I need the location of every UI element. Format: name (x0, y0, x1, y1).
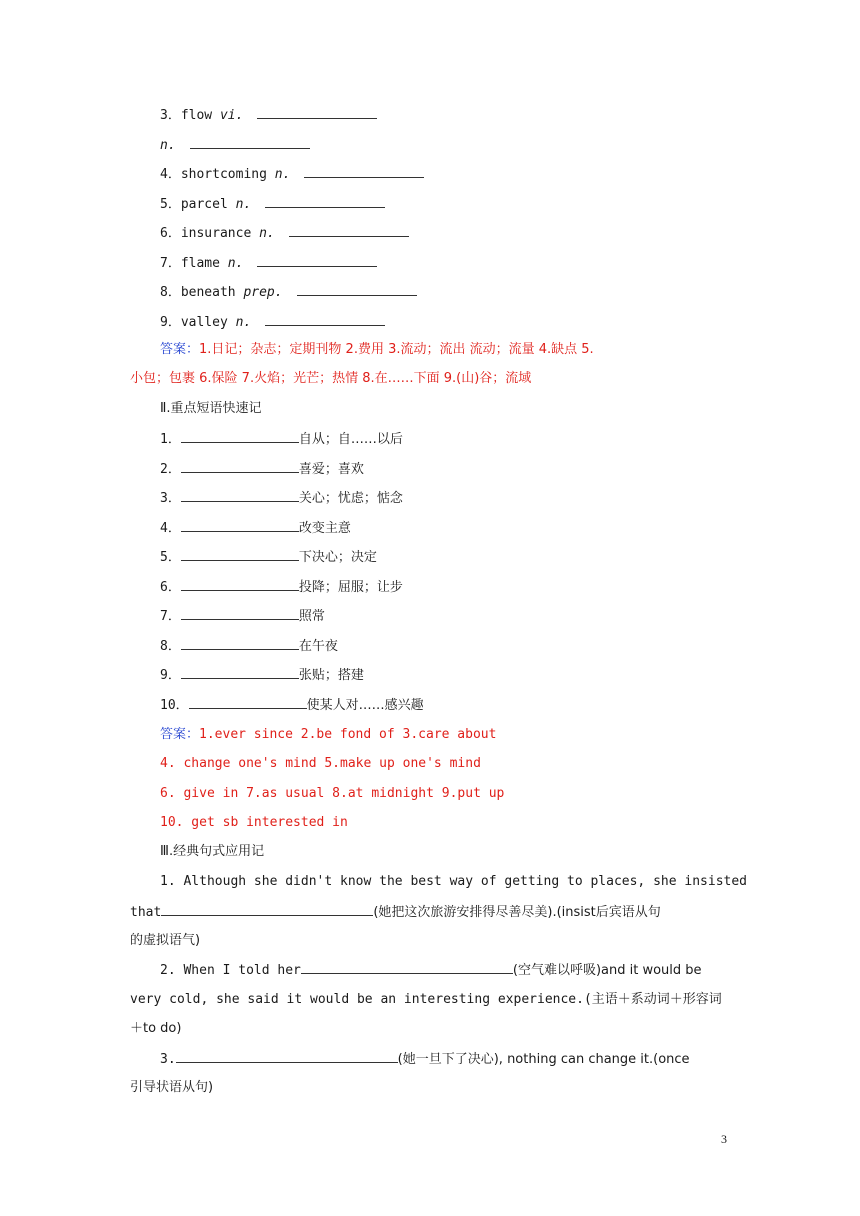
vocab-item: 5．parcel n. (160, 195, 385, 214)
vocab-item: 8．beneath prep. (160, 283, 417, 302)
sentence-text: very cold, she said it would be an interesting experience.(主语＋系动词＋形容词 (130, 992, 722, 1007)
phrase-item: 5． 下决心；决定 (160, 550, 377, 565)
answer-blank[interactable] (297, 283, 417, 296)
answer-blank[interactable] (181, 607, 299, 620)
sentence-text: 1. Although she didn't know the best way of getting to places, she insisted (160, 874, 747, 889)
phrase-answer: 10. get sb interested in (160, 815, 348, 830)
answer-blank[interactable] (265, 313, 385, 326)
phrase-answer: 4. change one's mind 5.make up one's mind (160, 756, 481, 771)
phrase-item: 9． 张贴；搭建 (160, 668, 364, 683)
phrase-item: 1． 自从；自……以后 (160, 432, 403, 447)
sentence-text: that (她把这次旅游安排得尽善尽美).(insist后宾语从句 (130, 905, 661, 920)
answer-blank[interactable] (265, 195, 385, 208)
answer-blank[interactable] (257, 254, 377, 267)
phrase-item: 8． 在午夜 (160, 639, 338, 654)
phrase-answer: 答案：1.ever since 2.be fond of 3.care about (160, 727, 497, 742)
answer-blank[interactable] (181, 460, 299, 473)
answer-blank[interactable] (301, 961, 513, 974)
answer-blank[interactable] (176, 1050, 398, 1063)
phrase-item: 2． 喜爱；喜欢 (160, 462, 364, 477)
vocab-item: 3．flow vi. (160, 106, 377, 125)
vocab-item: 6．insurance n. (160, 224, 409, 243)
vocab-item: 4．shortcoming n. (160, 165, 424, 184)
answer-blank[interactable] (181, 519, 299, 532)
answer-blank[interactable] (289, 224, 409, 237)
answer-blank[interactable] (161, 903, 373, 916)
phrase-answer: 6. give in 7.as usual 8.at midnight 9.put up (160, 786, 505, 801)
answer-blank[interactable] (181, 578, 299, 591)
sentence-text: 的虚拟语气) (130, 933, 201, 948)
section-heading: Ⅱ.重点短语快速记 (160, 401, 262, 416)
vocab-answer-cont: 小包；包裹 6.保险 7.火焰；光芒；热情 8.在……下面 9.(山)谷；流域 (130, 371, 532, 386)
answer-blank[interactable] (181, 548, 299, 561)
answer-blank[interactable] (304, 165, 424, 178)
answer-blank[interactable] (181, 430, 299, 443)
vocab-answer: 答案：1.日记；杂志；定期刊物 2.费用 3.流动；流出 流动；流量 4.缺点 5. (160, 342, 594, 357)
answer-blank[interactable] (181, 489, 299, 502)
answer-blank[interactable] (189, 696, 307, 709)
sentence-text: 3. (她一旦下了决心), nothing can change it.(once (160, 1052, 690, 1067)
answer-blank[interactable] (181, 666, 299, 679)
sentence-text: 2. When I told her (空气难以呼吸)and it would be (160, 963, 702, 978)
section-heading: Ⅲ.经典句式应用记 (160, 844, 265, 859)
answer-blank[interactable] (190, 136, 310, 149)
sentence-text: 引导状语从句) (130, 1080, 214, 1095)
vocab-item: n. (160, 136, 310, 155)
phrase-item: 3． 关心；忧虑；惦念 (160, 491, 403, 506)
answer-blank[interactable] (181, 637, 299, 650)
vocab-item: 9．valley n. (160, 313, 385, 332)
vocab-item: 7．flame n. (160, 254, 377, 273)
phrase-item: 6． 投降；屈服；让步 (160, 580, 403, 595)
phrase-item: 10． 使某人对……感兴趣 (160, 698, 424, 713)
phrase-item: 7． 照常 (160, 609, 325, 624)
page-number: 3 (721, 1132, 727, 1146)
sentence-text: ＋to do) (130, 1021, 182, 1036)
answer-blank[interactable] (257, 106, 377, 119)
phrase-item: 4． 改变主意 (160, 521, 351, 536)
